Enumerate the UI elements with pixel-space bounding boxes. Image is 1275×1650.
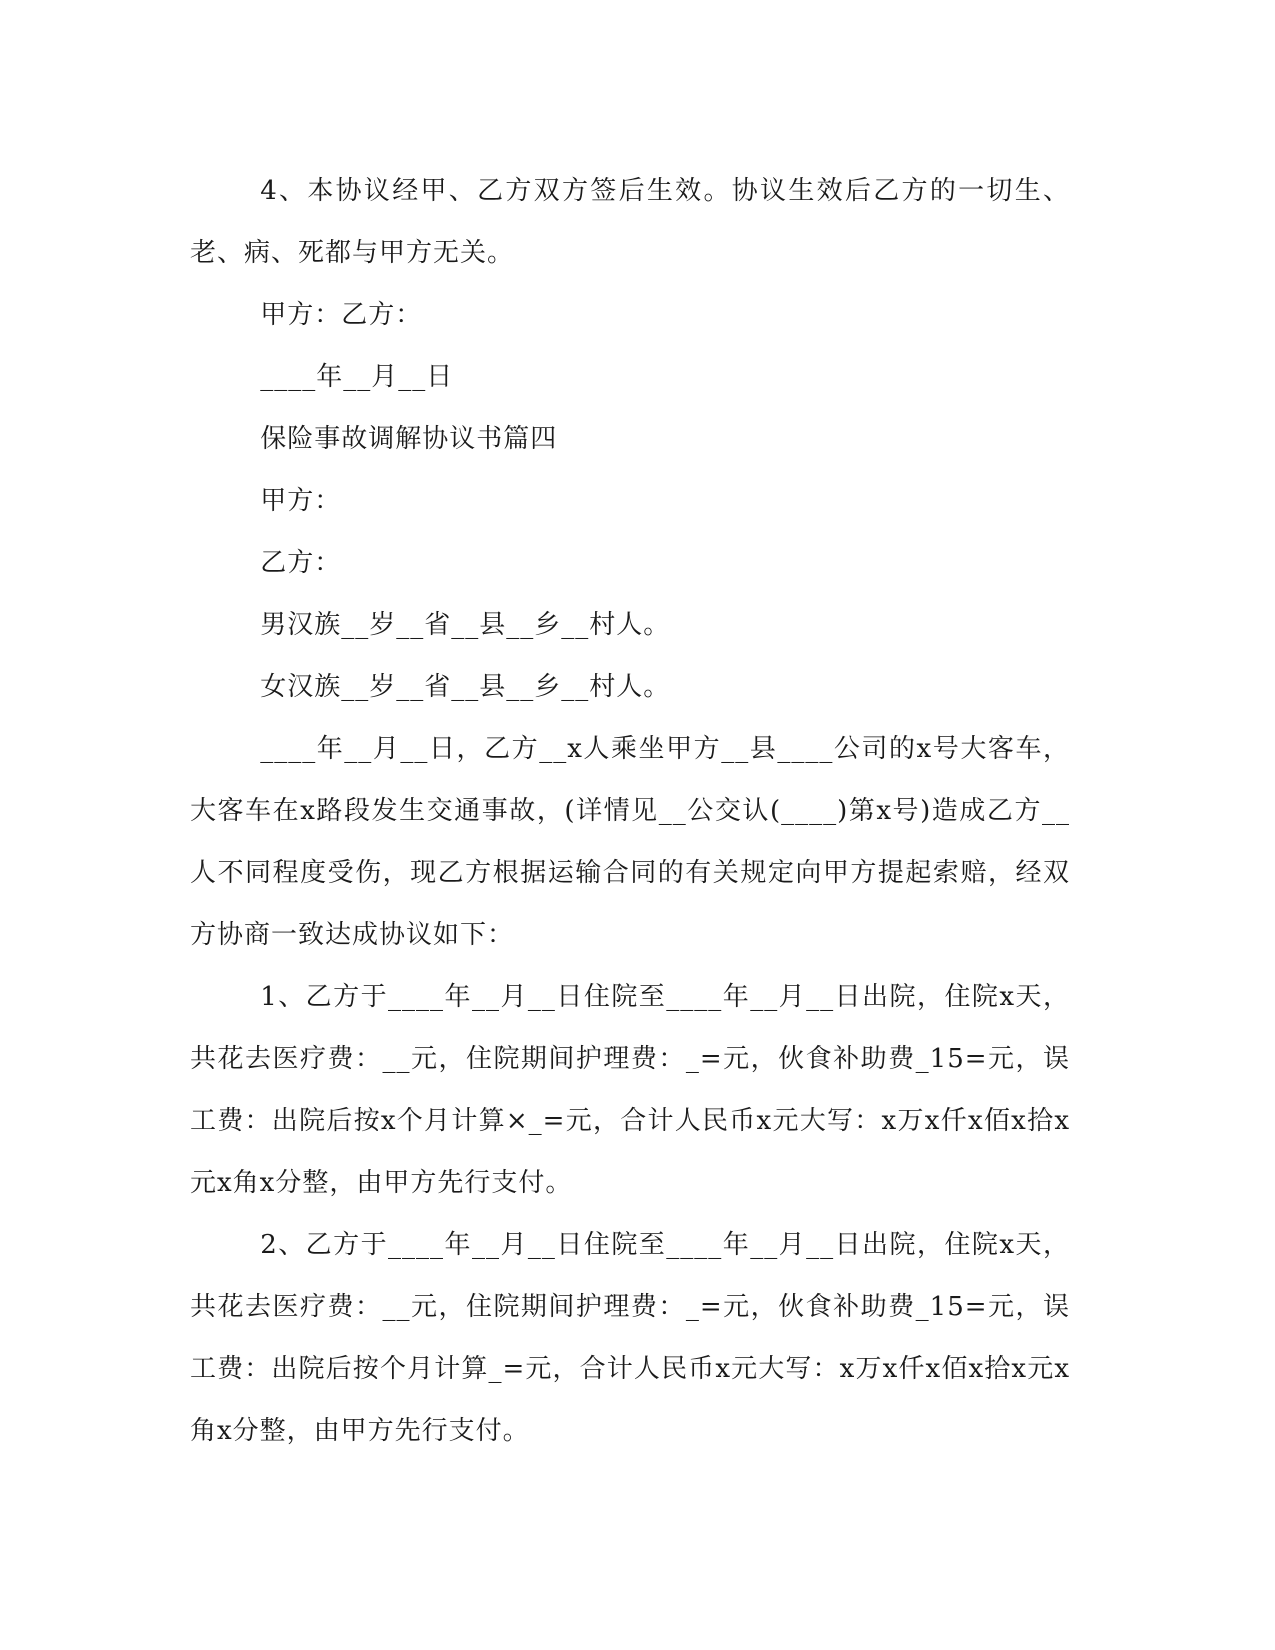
clause-2-paragraph: 2、乙方于____年__月__日住院至____年__月__日出院，住院x天，共花去医疗费：__元，住院期间护理费：_=元，伙食补助费_15=元，误工费：出院后按个月计算_=元，合计人民币x元大写：x万x仟x佰x拾x元x角x分整，由甲方先行支付。 [190,1230,1070,1446]
document-body [190,160,1070,1462]
signature-date-line: ____年__月__日 [260,362,454,392]
female-party-info: 女汉族__岁__省__县__乡__村人。 [260,672,671,702]
party-b-line: 乙方： [260,548,342,578]
signature-parties-line: 甲方：乙方： [260,300,423,330]
clause-1-paragraph: 1、乙方于____年__月__日住院至____年__月__日出院，住院x天，共花去医疗费：__元，住院期间护理费：_=元，伙食补助费_15=元，误工费：出院后按x个月计算×_=元，合计人民币x元大写：x万x仟x佰x拾x元x角x分整，由甲方先行支付。 [190,982,1070,1198]
section-heading: 保险事故调解协议书篇四 [260,424,558,454]
clause-4-paragraph: 4、本协议经甲、乙方双方签后生效。协议生效后乙方的一切生、老、病、死都与甲方无关。 [190,176,1070,268]
male-party-info: 男汉族__岁__省__县__乡__村人。 [260,610,671,640]
accident-description-paragraph: ____年__月__日，乙方__x人乘坐甲方__县____公司的x号大客车，大客车在x路段发生交通事故，(详情见__公交认(____)第x号)造成乙方__人不同程度受伤，现乙方根据运输合同的有关规定向甲方提起索赔，经双方协商一致达成协议如下： [190,734,1070,950]
party-a-line: 甲方： [260,486,342,516]
